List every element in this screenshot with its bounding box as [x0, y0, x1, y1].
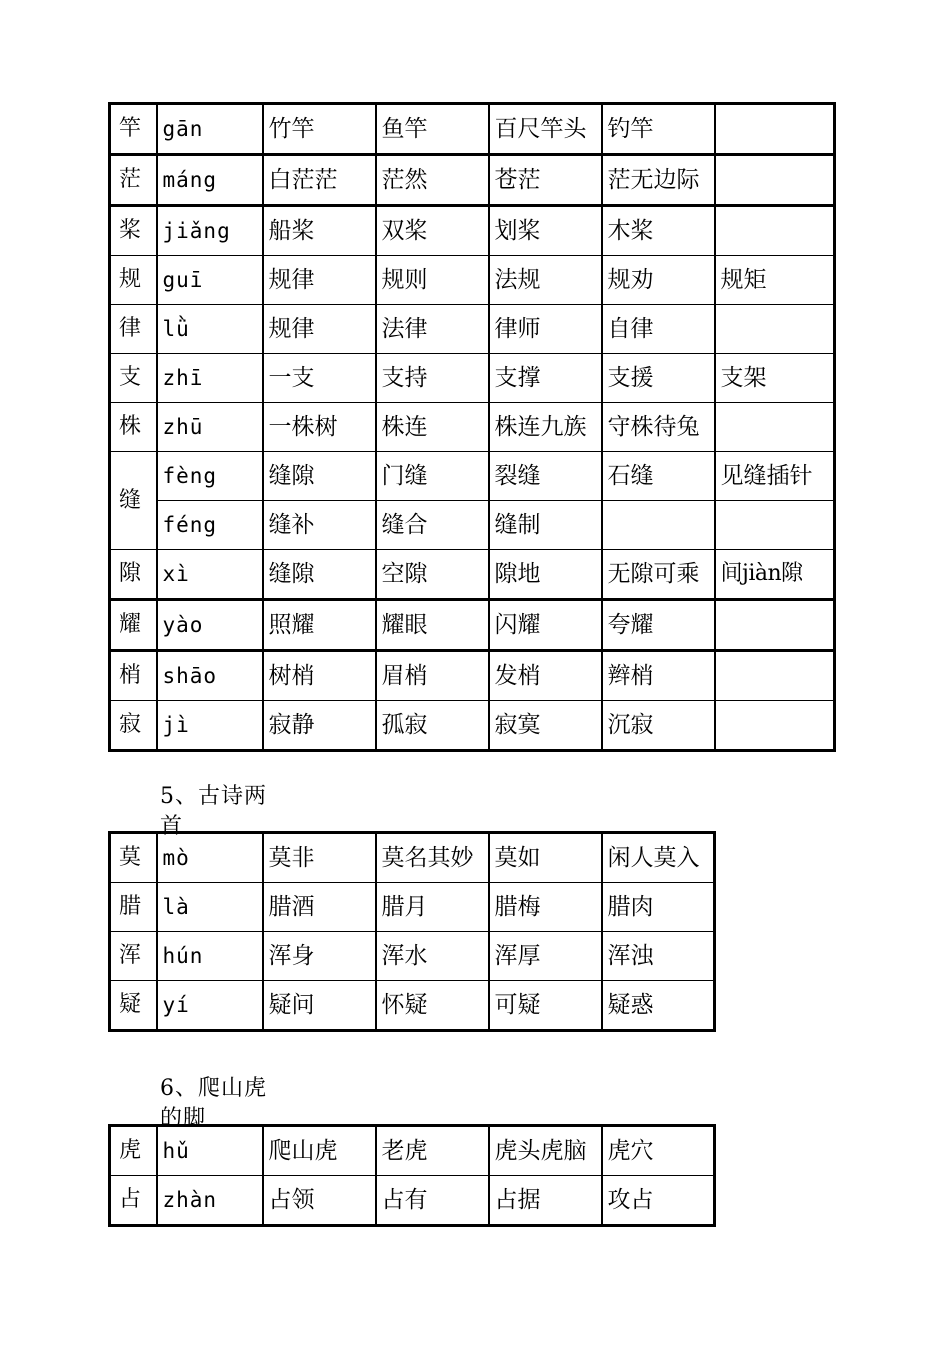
word-cell	[715, 104, 835, 155]
table-row	[110, 354, 835, 403]
vocab-table-section5-body	[110, 833, 715, 1031]
char-cell: 桨	[110, 206, 157, 256]
char-cell: 耀	[110, 600, 157, 651]
pinyin-cell: fèng	[157, 452, 263, 501]
pinyin-cell: lǜ	[157, 305, 263, 354]
word-cell	[715, 501, 835, 550]
word-cell	[602, 501, 715, 550]
word-cell: 缝补	[263, 501, 376, 550]
table-row	[110, 883, 715, 932]
word-cell	[715, 206, 835, 256]
table-row	[110, 1176, 715, 1226]
table-row	[110, 550, 835, 600]
table-row	[110, 932, 715, 981]
word-cell: 莫如	[489, 833, 602, 883]
char-cell: 莫	[110, 833, 157, 883]
pinyin-cell: zhàn	[157, 1176, 263, 1226]
word-cell: 占有	[376, 1176, 489, 1226]
word-cell: 支援	[602, 354, 715, 403]
word-cell: 双桨	[376, 206, 489, 256]
word-cell: 门缝	[376, 452, 489, 501]
word-cell: 隙地	[489, 550, 602, 600]
word-cell: 支撑	[489, 354, 602, 403]
word-cell: 规律	[263, 256, 376, 305]
word-cell: 闪耀	[489, 600, 602, 651]
pinyin-cell: mò	[157, 833, 263, 883]
word-cell: 浑身	[263, 932, 376, 981]
word-cell: 腊肉	[602, 883, 715, 932]
word-cell: 发梢	[489, 651, 602, 701]
char-cell: 寂	[110, 701, 157, 751]
word-cell: 老虎	[376, 1126, 489, 1176]
word-cell: 闲人莫入	[602, 833, 715, 883]
char-cell: 支	[110, 354, 157, 403]
vocab-table-section6-body	[110, 1126, 715, 1226]
word-cell: 辫梢	[602, 651, 715, 701]
word-cell: 自律	[602, 305, 715, 354]
table-row	[110, 206, 835, 256]
word-cell: 耀眼	[376, 600, 489, 651]
char-cell: 隙	[110, 550, 157, 600]
word-cell: 浑浊	[602, 932, 715, 981]
char-cell: 竿	[110, 104, 157, 155]
vocab-table-section5	[108, 831, 716, 1032]
char-cell: 规	[110, 256, 157, 305]
table-row	[110, 403, 835, 452]
table-row	[110, 256, 835, 305]
word-cell: 支架	[715, 354, 835, 403]
word-cell: 律师	[489, 305, 602, 354]
word-cell: 白茫茫	[263, 155, 376, 206]
word-cell: 见缝插针	[715, 452, 835, 501]
word-cell: 株连	[376, 403, 489, 452]
word-cell: 茫无边际	[602, 155, 715, 206]
char-cell: 梢	[110, 651, 157, 701]
word-cell: 缝制	[489, 501, 602, 550]
char-cell: 缝	[110, 452, 157, 550]
word-cell: 腊月	[376, 883, 489, 932]
word-cell: 眉梢	[376, 651, 489, 701]
word-cell	[715, 155, 835, 206]
word-cell: 苍茫	[489, 155, 602, 206]
word-cell: 木桨	[602, 206, 715, 256]
word-cell: 爬山虎	[263, 1126, 376, 1176]
word-cell: 莫名其妙	[376, 833, 489, 883]
word-cell: 孤寂	[376, 701, 489, 751]
vocab-table-section6	[108, 1124, 716, 1227]
word-cell: 间jiàn隙	[715, 550, 835, 600]
word-cell: 浑厚	[489, 932, 602, 981]
word-cell: 一株树	[263, 403, 376, 452]
char-cell: 律	[110, 305, 157, 354]
word-cell: 夸耀	[602, 600, 715, 651]
pinyin-cell: yí	[157, 981, 263, 1031]
word-cell: 腊酒	[263, 883, 376, 932]
table-row	[110, 981, 715, 1031]
word-cell: 寂寞	[489, 701, 602, 751]
word-cell	[715, 403, 835, 452]
char-cell: 虎	[110, 1126, 157, 1176]
word-cell: 规律	[263, 305, 376, 354]
pinyin-cell: shāo	[157, 651, 263, 701]
pinyin-cell: guī	[157, 256, 263, 305]
word-cell: 百尺竿头	[489, 104, 602, 155]
table-row	[110, 305, 835, 354]
pinyin-cell: gān	[157, 104, 263, 155]
char-cell: 株	[110, 403, 157, 452]
word-cell: 缝隙	[263, 550, 376, 600]
word-cell: 攻占	[602, 1176, 715, 1226]
table-row	[110, 651, 835, 701]
table-row	[110, 600, 835, 651]
vocab-table-main	[108, 102, 836, 752]
table-row	[110, 701, 835, 751]
word-cell: 船桨	[263, 206, 376, 256]
word-cell: 浑水	[376, 932, 489, 981]
table-row	[110, 1126, 715, 1176]
word-cell	[715, 651, 835, 701]
word-cell: 虎头虎脑	[489, 1126, 602, 1176]
word-cell: 可疑	[489, 981, 602, 1031]
word-cell	[715, 701, 835, 751]
table-row	[110, 833, 715, 883]
word-cell: 钓竿	[602, 104, 715, 155]
pinyin-cell: là	[157, 883, 263, 932]
char-cell: 茫	[110, 155, 157, 206]
pinyin-cell: féng	[157, 501, 263, 550]
word-cell: 鱼竿	[376, 104, 489, 155]
word-cell: 法律	[376, 305, 489, 354]
word-cell: 裂缝	[489, 452, 602, 501]
word-cell: 疑问	[263, 981, 376, 1031]
word-cell: 竹竿	[263, 104, 376, 155]
word-cell: 无隙可乘	[602, 550, 715, 600]
pinyin-cell: máng	[157, 155, 263, 206]
vocab-table-main-body	[110, 104, 835, 751]
section-heading-5: 5、古诗两首	[160, 784, 267, 839]
word-cell: 树梢	[263, 651, 376, 701]
word-cell: 疑惑	[602, 981, 715, 1031]
pinyin-cell: yào	[157, 600, 263, 651]
word-cell: 沉寂	[602, 701, 715, 751]
word-cell: 法规	[489, 256, 602, 305]
word-cell: 莫非	[263, 833, 376, 883]
pinyin-cell: xì	[157, 550, 263, 600]
char-cell: 疑	[110, 981, 157, 1031]
word-cell: 支持	[376, 354, 489, 403]
table-row	[110, 452, 835, 501]
pinyin-cell: hǔ	[157, 1126, 263, 1176]
word-cell: 腊梅	[489, 883, 602, 932]
word-cell: 照耀	[263, 600, 376, 651]
word-cell: 划桨	[489, 206, 602, 256]
word-cell: 茫然	[376, 155, 489, 206]
table-row	[110, 104, 835, 155]
pinyin-cell: zhī	[157, 354, 263, 403]
table-row	[110, 501, 835, 550]
char-cell: 腊	[110, 883, 157, 932]
word-cell: 虎穴	[602, 1126, 715, 1176]
word-cell: 空隙	[376, 550, 489, 600]
word-cell: 怀疑	[376, 981, 489, 1031]
pinyin-cell: hún	[157, 932, 263, 981]
word-cell: 一支	[263, 354, 376, 403]
word-cell: 缝合	[376, 501, 489, 550]
pinyin-cell: jì	[157, 701, 263, 751]
word-cell: 占领	[263, 1176, 376, 1226]
word-cell: 规矩	[715, 256, 835, 305]
pinyin-cell: jiǎng	[157, 206, 263, 256]
word-cell: 缝隙	[263, 452, 376, 501]
word-cell: 株连九族	[489, 403, 602, 452]
word-cell: 占据	[489, 1176, 602, 1226]
char-cell: 占	[110, 1176, 157, 1226]
word-cell: 规劝	[602, 256, 715, 305]
word-cell: 规则	[376, 256, 489, 305]
section-heading-6: 6、爬山虎的脚	[160, 1076, 267, 1131]
pinyin-cell: zhū	[157, 403, 263, 452]
char-cell: 浑	[110, 932, 157, 981]
word-cell: 寂静	[263, 701, 376, 751]
word-cell: 石缝	[602, 452, 715, 501]
table-row	[110, 155, 835, 206]
word-cell	[715, 600, 835, 651]
word-cell	[715, 305, 835, 354]
word-cell: 守株待兔	[602, 403, 715, 452]
